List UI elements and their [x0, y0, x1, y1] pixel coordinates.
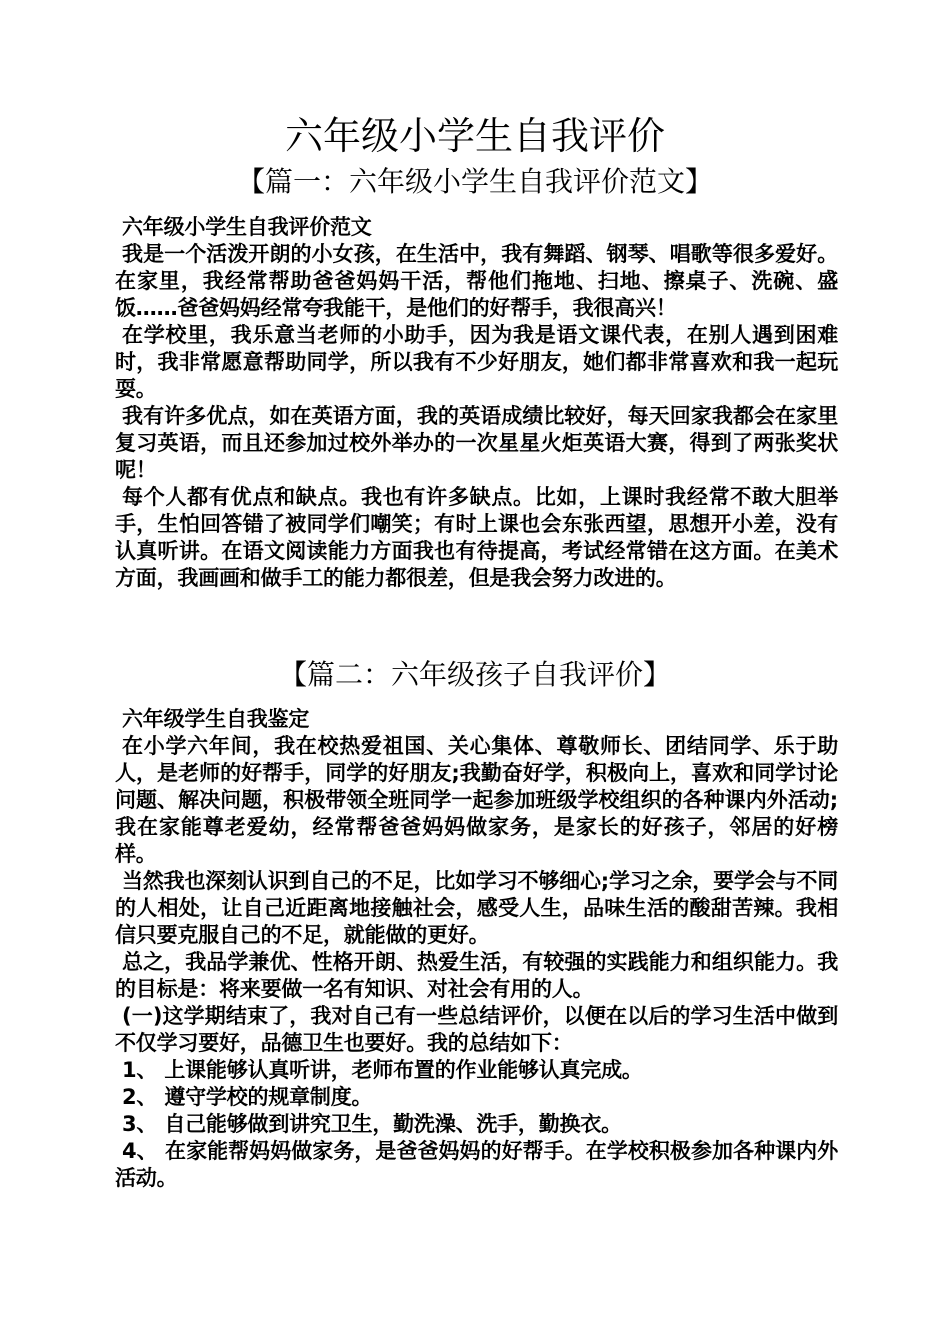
- summary-list-item: 4、 在家能帮妈妈做家务，是爸爸妈妈的好帮手。在学校积极参加各种课内外活动。: [115, 1139, 838, 1190]
- section-2-paragraph: 总之，我品学兼优、性格开朗、热爱生活，有较强的实践能力和组织能力。我的目标是：将来要做一名有知识、对社会有用的人。: [115, 950, 838, 1001]
- section-1-paragraph: 我是一个活泼开朗的小女孩，在生活中，我有舞蹈、钢琴、唱歌等很多爱好。在家里，我经常帮助爸爸妈妈干活，帮他们拖地、扫地、擦桌子、洗碗、盛饭……爸爸妈妈经常夸我能干，是他们的好帮手，我很高兴！: [115, 242, 838, 320]
- section-1-paragraph: 在学校里，我乐意当老师的小助手，因为我是语文课代表，在别人遇到困难时，我非常愿意帮助同学，所以我有不少好朋友，她们都非常喜欢和我一起玩耍。: [115, 323, 838, 401]
- section-1-paragraph: 我有许多优点，如在英语方面，我的英语成绩比较好，每天回家我都会在家里复习英语，而且还参加过校外举办的一次星星火炬英语大赛，得到了两张奖状呢！: [115, 404, 838, 482]
- section-1-paragraph: 每个人都有优点和缺点。我也有许多缺点。比如，上课时我经常不敢大胆举手，生怕回答错了被同学们嘲笑；有时上课也会东张西望，思想开小差，没有认真听讲。在语文阅读能力方面我也有待提高，考试经常错在这方面。在美术方面，我画画和做手工的能力都很差，但是我会努力改进的。: [115, 485, 838, 590]
- section-1-subtitle: 六年级小学生自我评价范文: [122, 215, 372, 239]
- section-2-heading: 【篇二：六年级孩子自我评价】: [278, 658, 671, 691]
- summary-list-item: 1、 上课能够认真听讲，老师布置的作业能够认真完成。: [122, 1058, 643, 1082]
- section-1-body: [115, 214, 838, 592]
- summary-list-item: 3、 自己能够做到讲究卫生，勤洗澡、洗手，勤换衣。: [122, 1112, 622, 1136]
- section-2-paragraph: 当然我也深刻认识到自己的不足，比如学习不够细心;学习之余，要学会与不同的人相处，让自己近距离地接触社会，感受人生，品味生活的酸甜苦辣。我相信只要克服自己的不足，就能做的更好。: [115, 869, 838, 947]
- document-title: 六年级小学生自我评价: [284, 114, 665, 158]
- section-2-body: [115, 706, 838, 1192]
- summary-list-item: 2、 遵守学校的规章制度。: [122, 1085, 373, 1109]
- section-2-subtitle: 六年级学生自我鉴定: [122, 707, 310, 731]
- section-2-paragraph: (一)这学期结束了，我对自己有一些总结评价，以便在以后的学习生活中做到不仅学习要好，品德卫生也要好。我的总结如下：: [115, 1004, 838, 1055]
- section-1-heading: 【篇一：六年级小学生自我评价范文】: [236, 165, 713, 198]
- section-2-paragraph: 在小学六年间，我在校热爱祖国、关心集体、尊敬师长、团结同学、乐于助人，是老师的好帮手，同学的好朋友;我勤奋好学，积极向上，喜欢和同学讨论问题、解决问题，积极带领全班同学一起参加班级学校组织的各种课内外活动;我在家能尊老爱幼，经常帮爸爸妈妈做家务，是家长的好孩子，邻居的好榜样。: [115, 734, 838, 866]
